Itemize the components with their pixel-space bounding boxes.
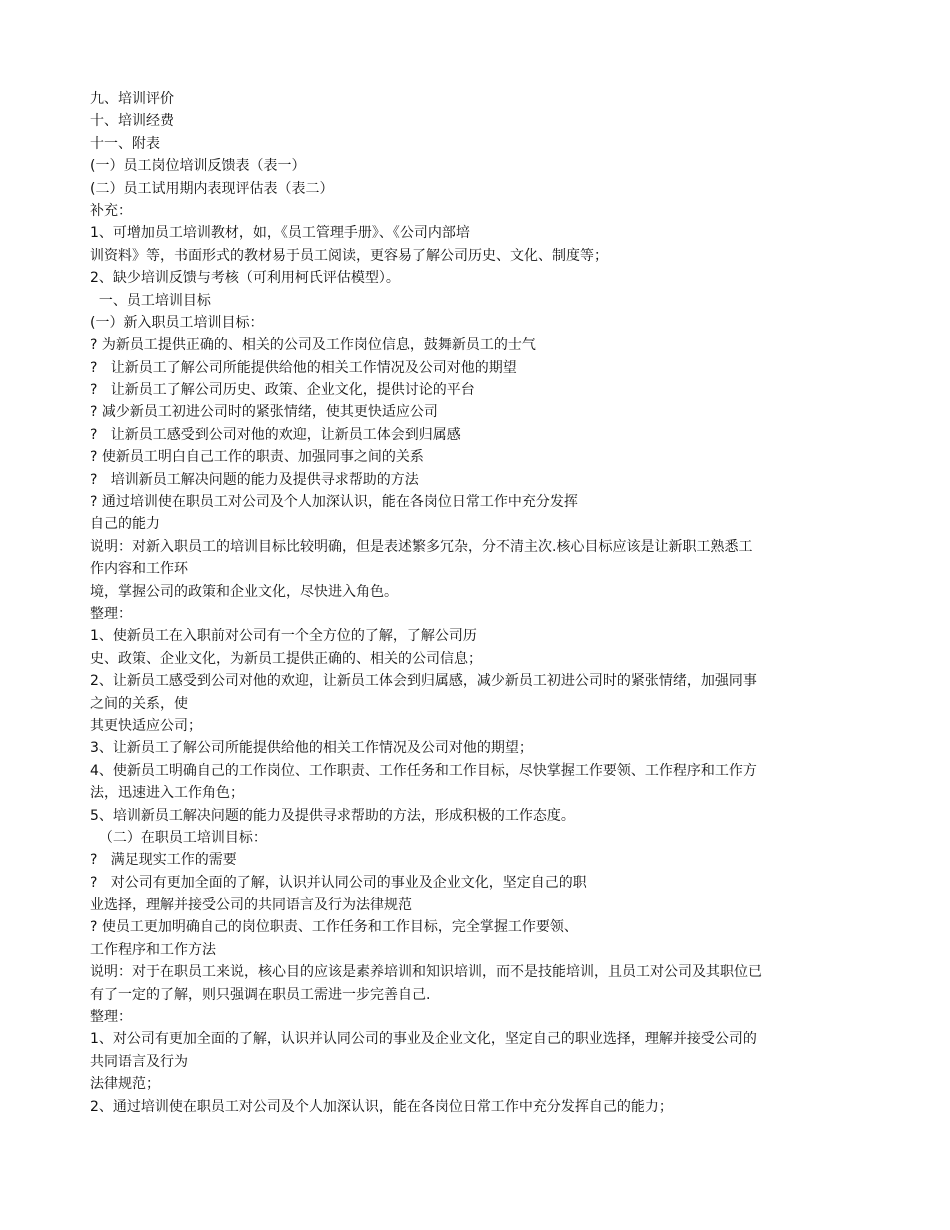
- document-body: [90, 88, 870, 1118]
- text-line: 法，迅速进入工作角色；: [90, 785, 244, 802]
- text-line: 2、缺少培训反馈与考核（可利用柯氏评估模型）。: [90, 270, 400, 287]
- text-line: 1、可增加员工培训教材，如，《员工管理手册》、《公司内部培: [90, 225, 470, 242]
- text-line: 4、使新员工明确自己的工作岗位、工作职责、工作任务和工作目标，尽快掌握工作要领、工作程序和工作方: [90, 762, 757, 779]
- text-line: 境，掌握公司的政策和企业文化，尽快进入角色。: [90, 583, 398, 600]
- bullet-line: ? 对公司有更加全面的了解，认识并认同公司的事业及企业文化，坚定自己的职: [90, 874, 587, 891]
- bullet-line: ? 满足现实工作的需要: [90, 852, 237, 869]
- text-line: 整理：: [90, 1009, 132, 1026]
- bullet-line: ? 为新员工提供正确的、相关的公司及工作岗位信息，鼓舞新员工的士气: [90, 337, 536, 354]
- bullet-line: ? 通过培训使在职员工对公司及个人加深认识，能在各岗位日常工作中充分发挥: [90, 494, 578, 511]
- text-line: 补充：: [90, 202, 132, 219]
- text-line: 1、使新员工在入职前对公司有一个全方位的了解，了解公司历: [90, 628, 477, 645]
- text-line: 2、通过培训使在职员工对公司及个人加深认识，能在各岗位日常工作中充分发挥自己的能力；: [90, 1098, 673, 1115]
- text-line: 有了一定的了解，则只强调在职员工需进一步完善自己.: [90, 986, 431, 1003]
- text-line: 作内容和工作环: [90, 561, 188, 578]
- text-line: 自己的能力: [90, 516, 160, 533]
- section-heading: （二）在职员工培训目标：: [90, 829, 267, 846]
- text-line: 3、让新员工了解公司所能提供给他的相关工作情况及公司对他的期望；: [90, 740, 533, 757]
- bullet-line: ? 减少新员工初进公司时的紧张情绪，使其更快适应公司: [90, 404, 438, 421]
- bullet-line: ? 让新员工感受到公司对他的欢迎，让新员工体会到归属感: [90, 426, 461, 443]
- text-line: 整理：: [90, 605, 132, 622]
- bullet-line: ? 使员工更加明确自己的岗位职责、工作任务和工作目标，完全掌握工作要领、: [90, 919, 578, 936]
- bullet-line: ? 让新员工了解公司所能提供给他的相关工作情况及公司对他的期望: [90, 359, 517, 376]
- text-line: (一）员工岗位培训反馈表（表一）: [90, 158, 306, 175]
- bullet-line: ? 让新员工了解公司历史、政策、企业文化，提供讨论的平台: [90, 382, 475, 399]
- bullet-line: ? 使新员工明白自己工作的职责、加强同事之间的关系: [90, 449, 424, 466]
- text-line: 十、培训经费: [90, 113, 174, 130]
- text-line: (二）员工试用期内表现评估表（表二）: [90, 180, 334, 197]
- text-line: 法律规范；: [90, 1076, 160, 1093]
- text-line: 1、对公司有更加全面的了解，认识并认同公司的事业及企业文化，坚定自己的职业选择，理解并接受公司的: [90, 1031, 757, 1048]
- text-line: 说明：对新入职员工的培训目标比较明确，但是表述繁多冗杂，分不清主次.核心目标应该是让新职工熟悉工: [90, 538, 753, 555]
- text-line: 共同语言及行为: [90, 1053, 188, 1070]
- text-line: 工作程序和工作方法: [90, 941, 216, 958]
- text-line: 之间的关系，使: [90, 695, 188, 712]
- text-line: 十一、附表: [90, 135, 160, 152]
- text-line: 其更快适应公司；: [90, 717, 202, 734]
- text-line: 史、政策、企业文化，为新员工提供正确的、相关的公司信息；: [90, 650, 482, 667]
- text-line: (一）新入职员工培训目标：: [90, 314, 264, 331]
- bullet-line: ? 培训新员工解决问题的能力及提供寻求帮助的方法: [90, 471, 419, 488]
- text-line: 九、培训评价: [90, 91, 174, 107]
- text-line: 训资料》等，书面形式的教材易于员工阅读，更容易了解公司历史、文化、制度等；: [90, 247, 608, 264]
- text-line: 5、培训新员工解决问题的能力及提供寻求帮助的方法，形成积极的工作态度。: [90, 807, 575, 824]
- text-line: 说明：对于在职员工来说，核心目的应该是素养培训和知识培训，而不是技能培训，且员工对公司及其职位已: [90, 964, 762, 981]
- section-heading: 一、员工培训目标: [90, 292, 211, 309]
- text-line: 2、让新员工感受到公司对他的欢迎，让新员工体会到归属感，减少新员工初进公司时的紧张情绪，加强同事: [90, 673, 757, 690]
- text-line: 业选择，理解并接受公司的共同语言及行为法律规范: [90, 897, 412, 914]
